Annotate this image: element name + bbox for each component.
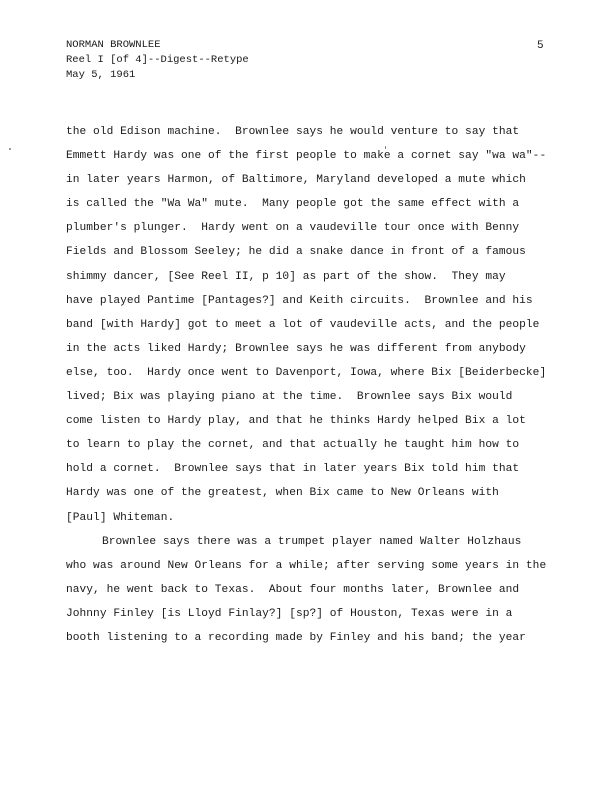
text-line: navy, he went back to Texas. About four months later, Brownlee and xyxy=(66,583,520,596)
text-line: else, too. Hardy once went to Davenport, Iowa, where Bix [Beiderbecke] xyxy=(66,366,547,379)
text-line: the old Edison machine. Brownlee says he would venture to say that xyxy=(66,126,520,138)
text-line: lived; Bix was playing piano at the time. Brownlee says Bix would xyxy=(66,391,513,404)
text-line: booth listening to a recording made by Finley and his band; the year xyxy=(66,631,526,644)
scan-speck xyxy=(9,148,11,150)
reel-info: Reel I [of 4]--Digest--Retype xyxy=(66,54,249,66)
text-line: hold a cornet. Brownlee says that in later years Bix told him that xyxy=(66,463,520,476)
text-line: Emmett Hardy was one of the first people to make a cornet say "wa wa"-- xyxy=(66,150,547,163)
text-line: come listen to Hardy play, and that he thinks Hardy helped Bix a lot xyxy=(66,415,526,428)
text-line: band [with Hardy] got to meet a lot of vaudeville acts, and the people xyxy=(66,318,540,331)
text-line: is called the "Wa Wa" mute. Many people got the same effect with a xyxy=(66,198,520,211)
interview-date: May 5, 1961 xyxy=(66,69,136,81)
text-line: [Paul] Whiteman. xyxy=(66,511,175,524)
text-line: in the acts liked Hardy; Brownlee says he was different from anybody xyxy=(66,342,526,355)
text-line: shimmy dancer, [See Reel II, p 10] as part of the show. They may xyxy=(66,270,506,283)
text-line: Hardy was one of the greatest, when Bix came to New Orleans with xyxy=(66,487,499,500)
document-header xyxy=(66,38,249,83)
paragraph-start-line: Brownlee says there was a trumpet player named Walter Holzhaus xyxy=(102,535,522,548)
scan-speck xyxy=(385,146,386,149)
text-line: have played Pantime [Pantages?] and Keith circuits. Brownlee and his xyxy=(66,294,533,307)
transcript-body xyxy=(66,120,586,650)
interviewee-name: NORMAN BROWNLEE xyxy=(66,39,161,51)
text-line: Johnny Finley [is Lloyd Finlay?] [sp?] of Houston, Texas were in a xyxy=(66,607,513,620)
text-line: in later years Harmon, of Baltimore, Maryland developed a mute which xyxy=(66,174,526,187)
text-line: plumber's plunger. Hardy went on a vaudeville tour once with Benny xyxy=(66,222,520,235)
text-line: Fields and Blossom Seeley; he did a snake dance in front of a famous xyxy=(66,246,526,259)
text-line: who was around New Orleans for a while; after serving some years in the xyxy=(66,559,547,572)
text-line: to learn to play the cornet, and that actually he taught him how to xyxy=(66,439,520,452)
page-number: 5 xyxy=(537,40,544,52)
